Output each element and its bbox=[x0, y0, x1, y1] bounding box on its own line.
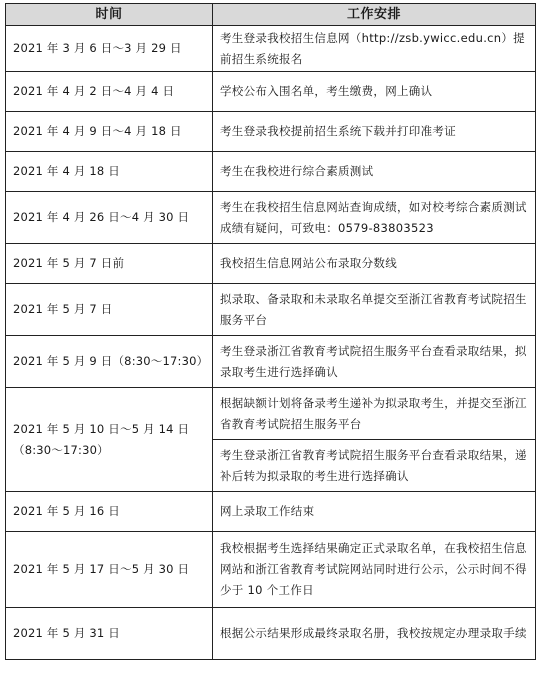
task-cell bbox=[213, 26, 536, 72]
table-row bbox=[6, 388, 536, 440]
time-cell: 2021 年 5 月 31 日 bbox=[6, 608, 213, 660]
time-cell: 2021 年 3 月 6 日～3 月 29 日 bbox=[6, 26, 213, 72]
table-row bbox=[6, 492, 536, 532]
time-cell: 2021 年 4 月 26 日～4 月 30 日 bbox=[6, 192, 213, 244]
task-cell: 我校根据考生选择结果确定正式录取名单，在我校招生信息网站和浙江省教育考试院网站同时进行公示，公示时间不得少于 10 个工作日 bbox=[213, 532, 536, 608]
time-cell bbox=[6, 388, 213, 492]
task-cell: 我校招生信息网站公布录取分数线 bbox=[213, 244, 536, 284]
time-cell: 2021 年 4 月 18 日 bbox=[6, 152, 213, 192]
time-cell: 2021 年 4 月 9 日～4 月 18 日 bbox=[6, 112, 213, 152]
table-row bbox=[6, 284, 536, 336]
task-cell: 学校公布入围名单，考生缴费，网上确认 bbox=[213, 72, 536, 112]
time-cell: 2021 年 4 月 2 日～4 月 4 日 bbox=[6, 72, 213, 112]
task-cell: 考生登录浙江省教育考试院招生服务平台查看录取结果，递补后转为拟录取的考生进行选择确认 bbox=[213, 440, 536, 492]
header-arrangement: 工作安排 bbox=[213, 4, 536, 26]
table-row bbox=[6, 608, 536, 660]
website-link[interactable]: http://zsb.ywicc.edu.cn bbox=[361, 30, 502, 45]
task-text: 考生登录我校招生信息网（ bbox=[220, 30, 362, 45]
task-text: ）提前招生系统报名 bbox=[220, 30, 525, 66]
task-cell: 考生在我校招生信息网站查询成绩，如对校考综合素质测试成绩有疑问，可致电：0579-83803523 bbox=[213, 192, 536, 244]
task-cell: 考生登录我校提前招生系统下载并打印准考证 bbox=[213, 112, 536, 152]
time-cell: 2021 年 5 月 16 日 bbox=[6, 492, 213, 532]
task-cell: 拟录取、备录取和未录取名单提交至浙江省教育考试院招生服务平台 bbox=[213, 284, 536, 336]
time-range-text: （8:30～17:30） bbox=[13, 442, 109, 457]
time-cell: 2021 年 5 月 7 日 bbox=[6, 284, 213, 336]
task-cell: 考生登录浙江省教育考试院招生服务平台查看录取结果，拟录取考生进行选择确认 bbox=[213, 336, 536, 388]
task-cell: 考生在我校进行综合素质测试 bbox=[213, 152, 536, 192]
task-cell: 网上录取工作结束 bbox=[213, 492, 536, 532]
schedule-table bbox=[5, 3, 536, 660]
table-row bbox=[6, 112, 536, 152]
time-cell: 2021 年 5 月 9 日（8:30～17:30） bbox=[6, 336, 213, 388]
task-cell: 根据公示结果形成最终录取名册，我校按规定办理录取手续 bbox=[213, 608, 536, 660]
table-row bbox=[6, 26, 536, 72]
table-header-row bbox=[6, 4, 536, 26]
table-row bbox=[6, 244, 536, 284]
table-row bbox=[6, 532, 536, 608]
table-row bbox=[6, 192, 536, 244]
header-time: 时间 bbox=[6, 4, 213, 26]
time-cell: 2021 年 5 月 17 日～5 月 30 日 bbox=[6, 532, 213, 608]
table-row bbox=[6, 152, 536, 192]
time-cell: 2021 年 5 月 7 日前 bbox=[6, 244, 213, 284]
table-row bbox=[6, 336, 536, 388]
table-row bbox=[6, 72, 536, 112]
time-text: 2021 年 5 月 10 日～5 月 14 日 bbox=[13, 421, 190, 436]
task-cell: 根据缺额计划将备录考生递补为拟录取考生，并提交至浙江省教育考试院招生服务平台 bbox=[213, 388, 536, 440]
